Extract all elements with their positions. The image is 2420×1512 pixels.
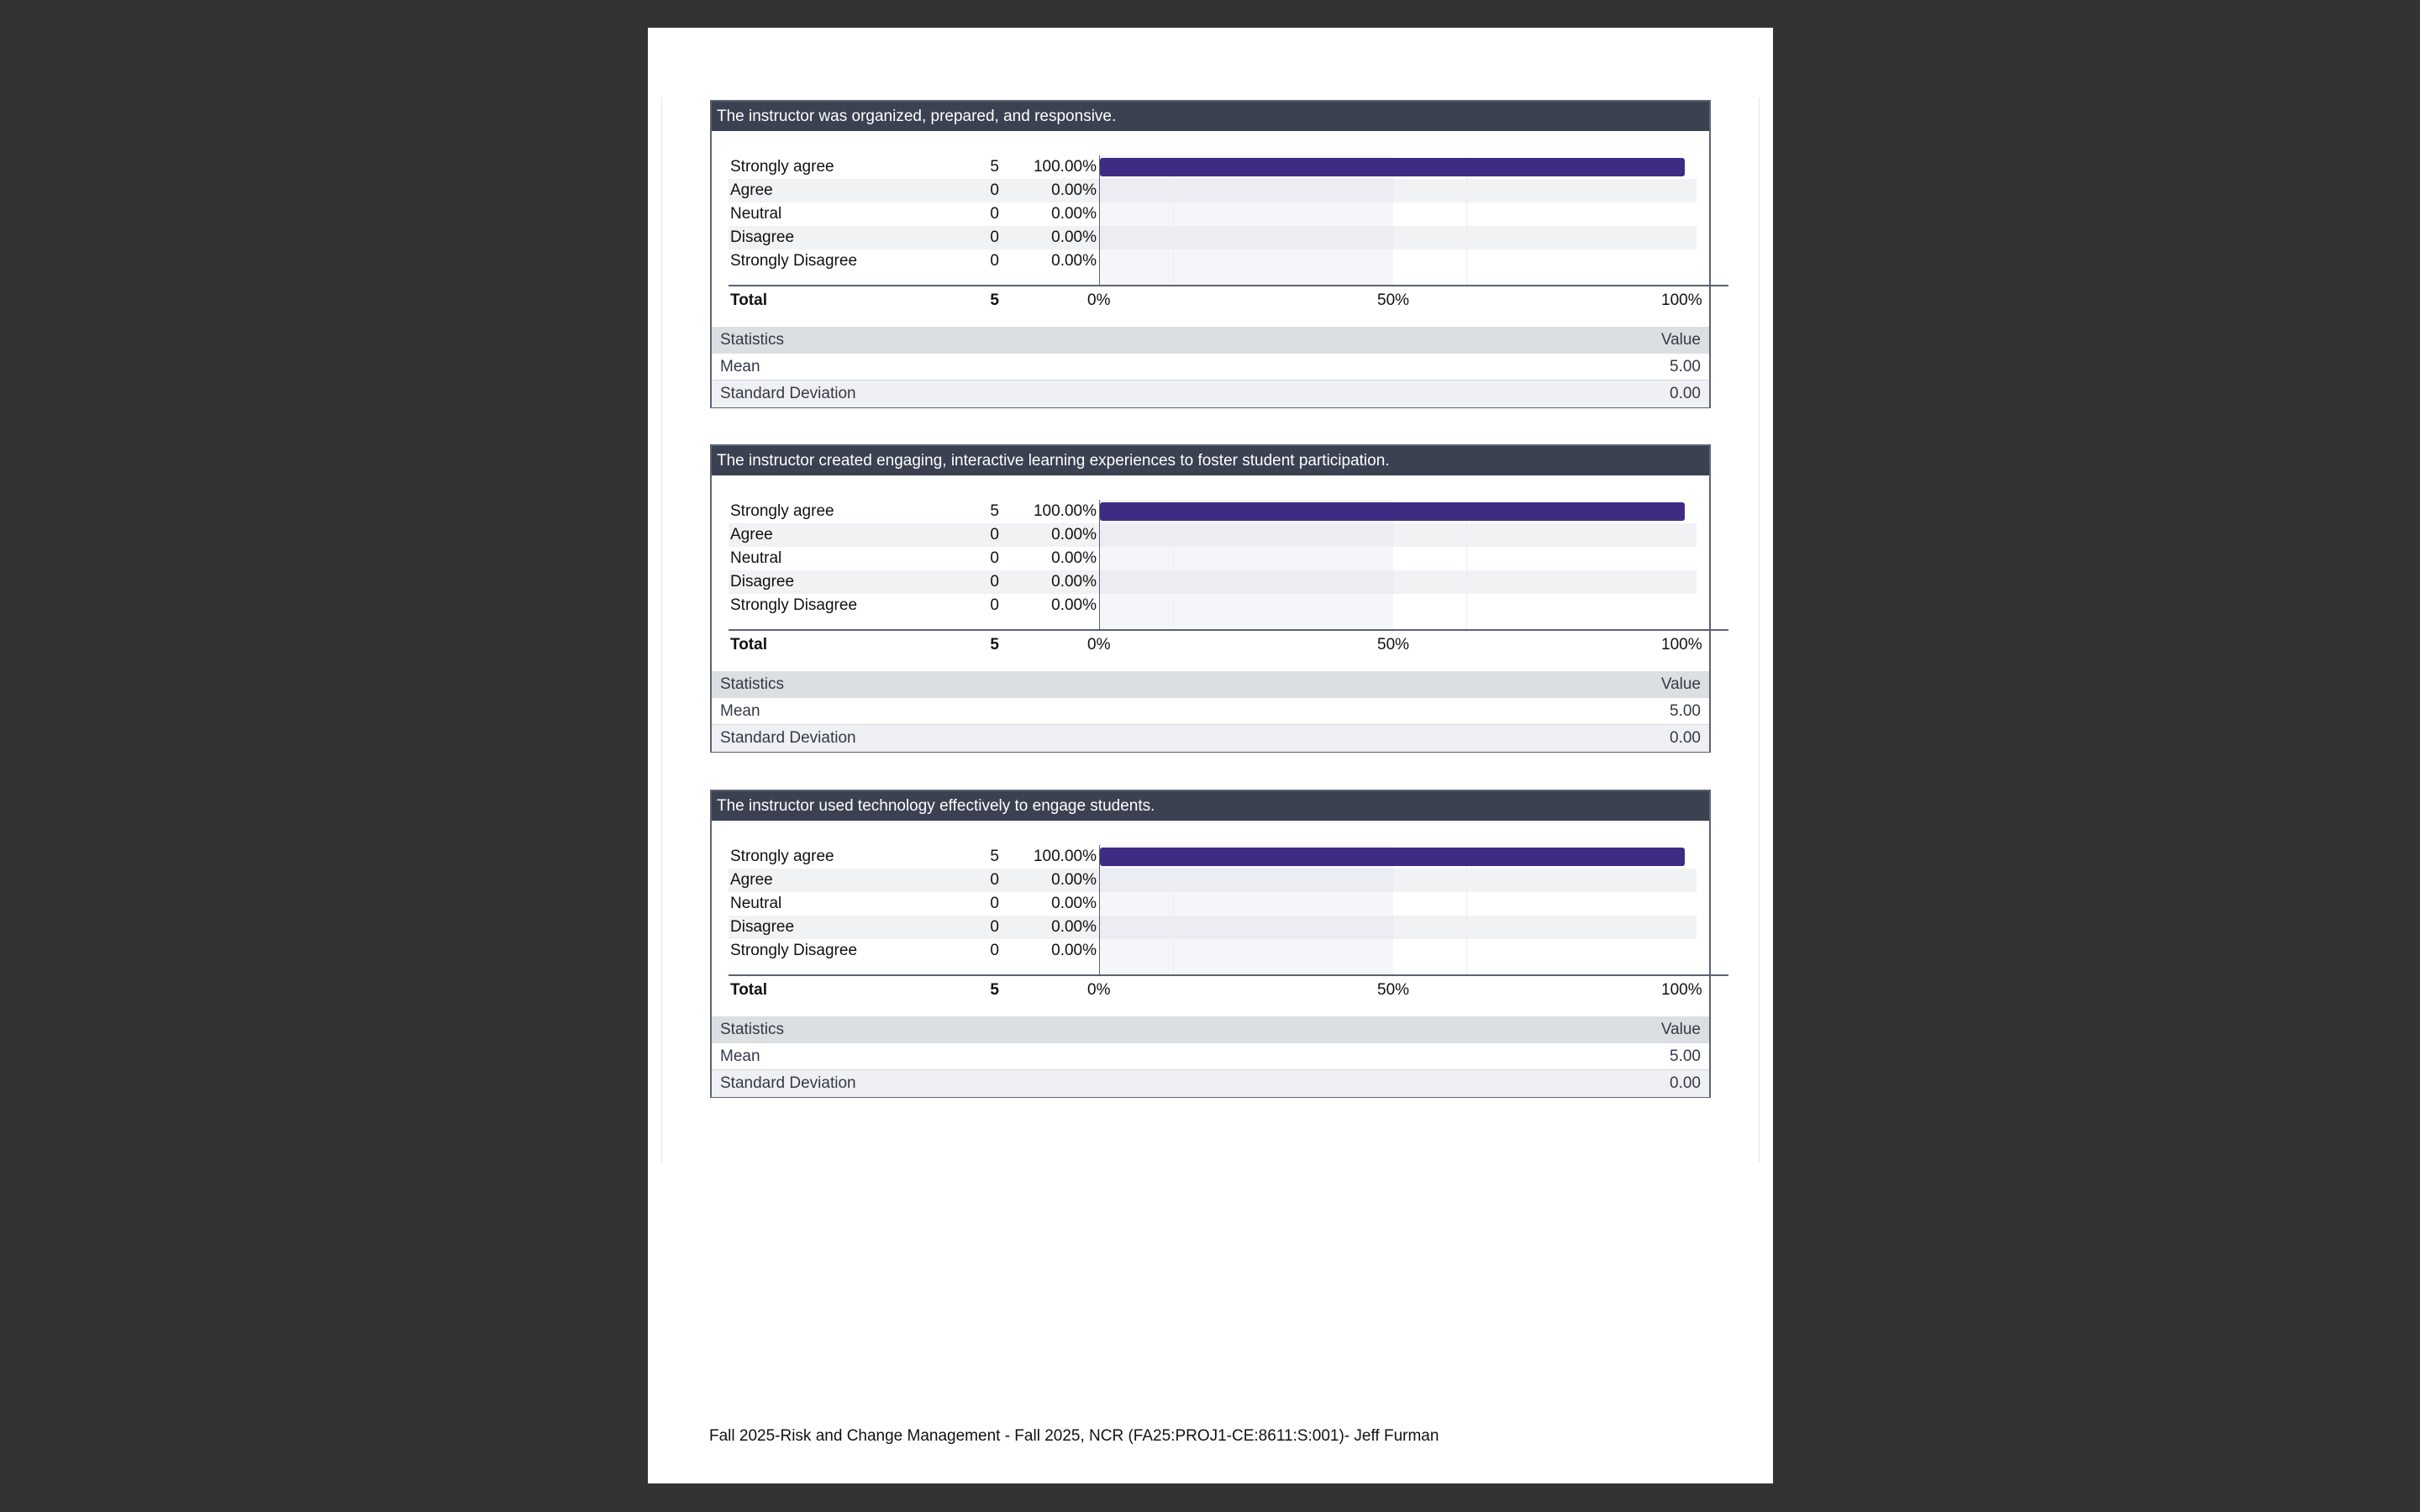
sd-row bbox=[712, 1070, 1709, 1097]
response-label: Strongly agree bbox=[730, 158, 834, 176]
response-percent: 0.00% bbox=[1051, 895, 1097, 912]
sd-value: 0.00 bbox=[1670, 729, 1701, 747]
response-label: Strongly agree bbox=[730, 502, 834, 520]
mean-label: Mean bbox=[720, 1047, 760, 1065]
response-percent: 100.00% bbox=[1033, 848, 1097, 865]
response-count: 5 bbox=[990, 502, 999, 520]
response-label: Strongly agree bbox=[730, 848, 834, 865]
plot-axis bbox=[1099, 845, 1100, 975]
response-count: 0 bbox=[990, 228, 999, 246]
statistics-table bbox=[712, 671, 1709, 752]
mean-row bbox=[712, 698, 1709, 725]
tick-50: 50% bbox=[1377, 981, 1410, 999]
response-count: 0 bbox=[990, 181, 999, 199]
response-count: 5 bbox=[990, 158, 999, 176]
response-percent: 0.00% bbox=[1051, 871, 1097, 889]
plot-axis bbox=[1099, 500, 1100, 630]
mean-label: Mean bbox=[720, 358, 760, 375]
statistics-header-value: Value bbox=[1660, 1021, 1701, 1038]
tick-0: 0% bbox=[1087, 636, 1111, 654]
page-margin-left bbox=[661, 97, 662, 1163]
response-label: Agree bbox=[730, 181, 773, 199]
response-percent: 0.00% bbox=[1051, 526, 1097, 543]
question-title: The instructor was organized, prepared, and responsive. bbox=[712, 102, 1709, 131]
sd-value: 0.00 bbox=[1670, 1074, 1701, 1092]
sd-label: Standard Deviation bbox=[720, 729, 856, 747]
response-bar bbox=[1100, 502, 1685, 521]
tick-100: 100% bbox=[1661, 981, 1702, 999]
response-count: 0 bbox=[990, 526, 999, 543]
mean-row bbox=[712, 1043, 1709, 1070]
response-count: 0 bbox=[990, 549, 999, 567]
response-bar bbox=[1100, 158, 1685, 176]
mean-value: 5.00 bbox=[1670, 358, 1701, 375]
response-label: Neutral bbox=[730, 205, 782, 223]
response-percent: 0.00% bbox=[1051, 596, 1097, 614]
question-card bbox=[710, 100, 1711, 408]
statistics-header-label: Statistics bbox=[720, 1021, 785, 1038]
response-chart bbox=[712, 131, 1709, 309]
response-percent: 0.00% bbox=[1051, 181, 1097, 199]
statistics-header-label: Statistics bbox=[720, 331, 785, 349]
mean-row bbox=[712, 354, 1709, 381]
response-count: 0 bbox=[990, 205, 999, 223]
response-label: Disagree bbox=[730, 918, 795, 936]
statistics-header bbox=[712, 327, 1709, 354]
question-title: The instructor used technology effectively to engage students. bbox=[712, 791, 1709, 821]
report-page bbox=[648, 28, 1773, 1483]
total-count: 5 bbox=[990, 291, 999, 309]
response-percent: 100.00% bbox=[1033, 502, 1097, 520]
response-label: Disagree bbox=[730, 228, 795, 246]
response-label: Neutral bbox=[730, 549, 782, 567]
response-percent: 0.00% bbox=[1051, 918, 1097, 936]
total-count: 5 bbox=[990, 981, 999, 999]
response-chart bbox=[712, 475, 1709, 654]
baseline bbox=[729, 285, 1728, 286]
tick-100: 100% bbox=[1661, 636, 1702, 654]
response-count: 0 bbox=[990, 918, 999, 936]
response-percent: 100.00% bbox=[1033, 158, 1097, 176]
tick-0: 0% bbox=[1087, 291, 1111, 309]
total-label: Total bbox=[730, 636, 767, 654]
response-label: Neutral bbox=[730, 895, 782, 912]
sd-row bbox=[712, 381, 1709, 407]
statistics-table bbox=[712, 327, 1709, 407]
response-percent: 0.00% bbox=[1051, 252, 1097, 270]
response-label: Strongly Disagree bbox=[730, 942, 858, 959]
tick-50: 50% bbox=[1377, 636, 1410, 654]
response-label: Agree bbox=[730, 526, 773, 543]
response-count: 0 bbox=[990, 573, 999, 591]
mean-value: 5.00 bbox=[1670, 702, 1701, 720]
baseline bbox=[729, 974, 1728, 976]
response-percent: 0.00% bbox=[1051, 549, 1097, 567]
statistics-header bbox=[712, 671, 1709, 698]
response-count: 0 bbox=[990, 871, 999, 889]
response-count: 0 bbox=[990, 895, 999, 912]
response-percent: 0.00% bbox=[1051, 942, 1097, 959]
statistics-header-label: Statistics bbox=[720, 675, 785, 693]
question-card bbox=[710, 444, 1711, 753]
response-count: 0 bbox=[990, 596, 999, 614]
response-percent: 0.00% bbox=[1051, 573, 1097, 591]
response-bar bbox=[1100, 848, 1685, 866]
response-label: Agree bbox=[730, 871, 773, 889]
sd-row bbox=[712, 725, 1709, 752]
question-card bbox=[710, 790, 1711, 1098]
response-count: 0 bbox=[990, 252, 999, 270]
response-label: Strongly Disagree bbox=[730, 596, 858, 614]
plot-axis bbox=[1099, 155, 1100, 286]
statistics-header-value: Value bbox=[1660, 675, 1701, 693]
response-label: Disagree bbox=[730, 573, 795, 591]
sd-label: Standard Deviation bbox=[720, 385, 856, 402]
response-label: Strongly Disagree bbox=[730, 252, 858, 270]
response-count: 5 bbox=[990, 848, 999, 865]
response-count: 0 bbox=[990, 942, 999, 959]
page-margin-right bbox=[1759, 97, 1760, 1163]
total-label: Total bbox=[730, 981, 767, 999]
statistics-table bbox=[712, 1016, 1709, 1097]
page-footer: Fall 2025-Risk and Change Management - Fall 2025, NCR (FA25:PROJ1-CE:8611:S:001)- Jeff Furman bbox=[709, 1427, 1439, 1445]
mean-value: 5.00 bbox=[1670, 1047, 1701, 1065]
baseline bbox=[729, 629, 1728, 631]
total-label: Total bbox=[730, 291, 767, 309]
mean-label: Mean bbox=[720, 702, 760, 720]
sd-value: 0.00 bbox=[1670, 385, 1701, 402]
statistics-header bbox=[712, 1016, 1709, 1043]
question-title: The instructor created engaging, interactive learning experiences to foster student participation. bbox=[712, 446, 1709, 475]
statistics-header-value: Value bbox=[1660, 331, 1701, 349]
tick-0: 0% bbox=[1087, 981, 1111, 999]
response-chart bbox=[712, 821, 1709, 999]
response-percent: 0.00% bbox=[1051, 228, 1097, 246]
response-percent: 0.00% bbox=[1051, 205, 1097, 223]
total-count: 5 bbox=[990, 636, 999, 654]
sd-label: Standard Deviation bbox=[720, 1074, 856, 1092]
tick-100: 100% bbox=[1661, 291, 1702, 309]
tick-50: 50% bbox=[1377, 291, 1410, 309]
